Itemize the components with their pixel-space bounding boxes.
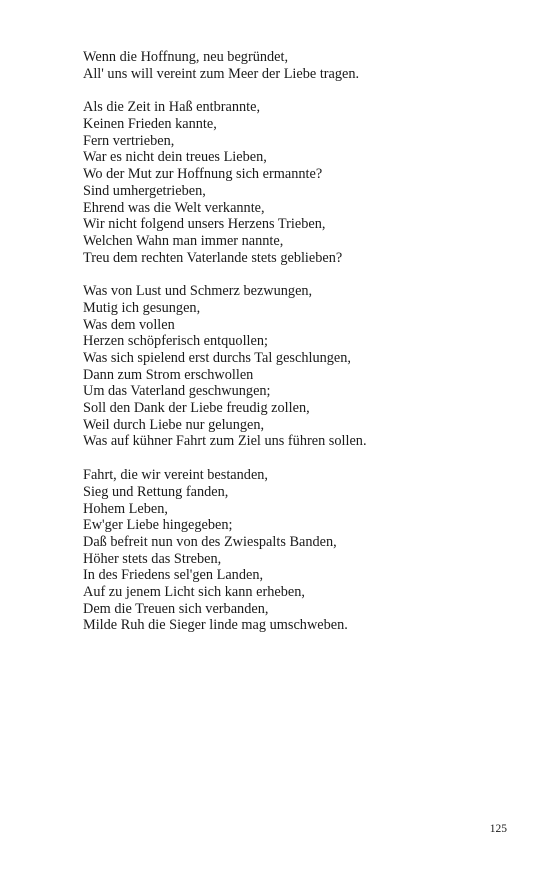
poem-line: All' uns will vereint zum Meer der Liebe tragen. (83, 65, 360, 82)
poem-line: Daß befreit nun von des Zwiespalts Banden, (83, 533, 337, 550)
stanza (83, 467, 523, 634)
poem-line: Hohem Leben, (83, 500, 168, 517)
poem-line: Treu dem rechten Vaterlande stets geblieben? (83, 249, 343, 266)
poem-text (83, 49, 523, 651)
poem-line: Dem die Treuen sich verbanden, (83, 600, 269, 617)
page-number: 125 (489, 823, 507, 835)
poem-line: Herzen schöpferisch entquollen; (83, 333, 268, 350)
poem-line: Fahrt, die wir vereint bestanden, (83, 467, 269, 484)
poem-line: Soll den Dank der Liebe freudig zollen, (83, 400, 310, 417)
poem-line: Was von Lust und Schmerz bezwungen, (83, 283, 313, 300)
poem-line: Dann zum Strom erschwollen (83, 366, 254, 383)
poem-line: Sieg und Rettung fanden, (83, 483, 229, 500)
poem-line: Wir nicht folgend unsers Herzens Trieben, (83, 216, 326, 233)
poem-line: Was sich spielend erst durchs Tal geschlungen, (83, 350, 351, 366)
poem-line: Keinen Frieden kannte, (83, 116, 217, 133)
poem-line: Sind umhergetrieben, (83, 182, 206, 199)
poem-line: Was auf kühner Fahrt zum Ziel uns führen sollen. (83, 433, 367, 450)
poem-line: Höher stets das Streben, (83, 550, 222, 567)
poem-line: Was dem vollen (83, 316, 175, 333)
poem-line: Wenn die Hoffnung, neu begründet, (83, 49, 289, 65)
stanza (83, 283, 523, 450)
poem-line: Auf zu jenem Licht sich kann erheben, (83, 583, 305, 600)
poem-line: Als die Zeit in Haß entbrannte, (83, 99, 261, 116)
poem-line: Weil durch Liebe nur gelungen, (83, 416, 265, 433)
poem-line: Um das Vaterland geschwungen; (83, 383, 271, 400)
poem-line: Mutig ich gesungen, (83, 299, 201, 316)
stanza (83, 49, 523, 82)
poem-line: Ehrend was die Welt verkannte, (83, 199, 265, 216)
poem-line: In des Friedens sel'gen Landen, (83, 567, 264, 584)
poem-line: Wo der Mut zur Hoffnung sich ermannte? (83, 166, 323, 183)
poem-line: Fern vertrieben, (83, 132, 175, 149)
poem-line: Milde Ruh die Sieger linde mag umschweben. (83, 617, 348, 634)
poem-line: Welchen Wahn man immer nannte, (83, 232, 284, 249)
stanza (83, 99, 523, 266)
poem-line: War es nicht dein treues Lieben, (83, 149, 267, 166)
poem-line: Ew'ger Liebe hingegeben; (83, 517, 233, 534)
